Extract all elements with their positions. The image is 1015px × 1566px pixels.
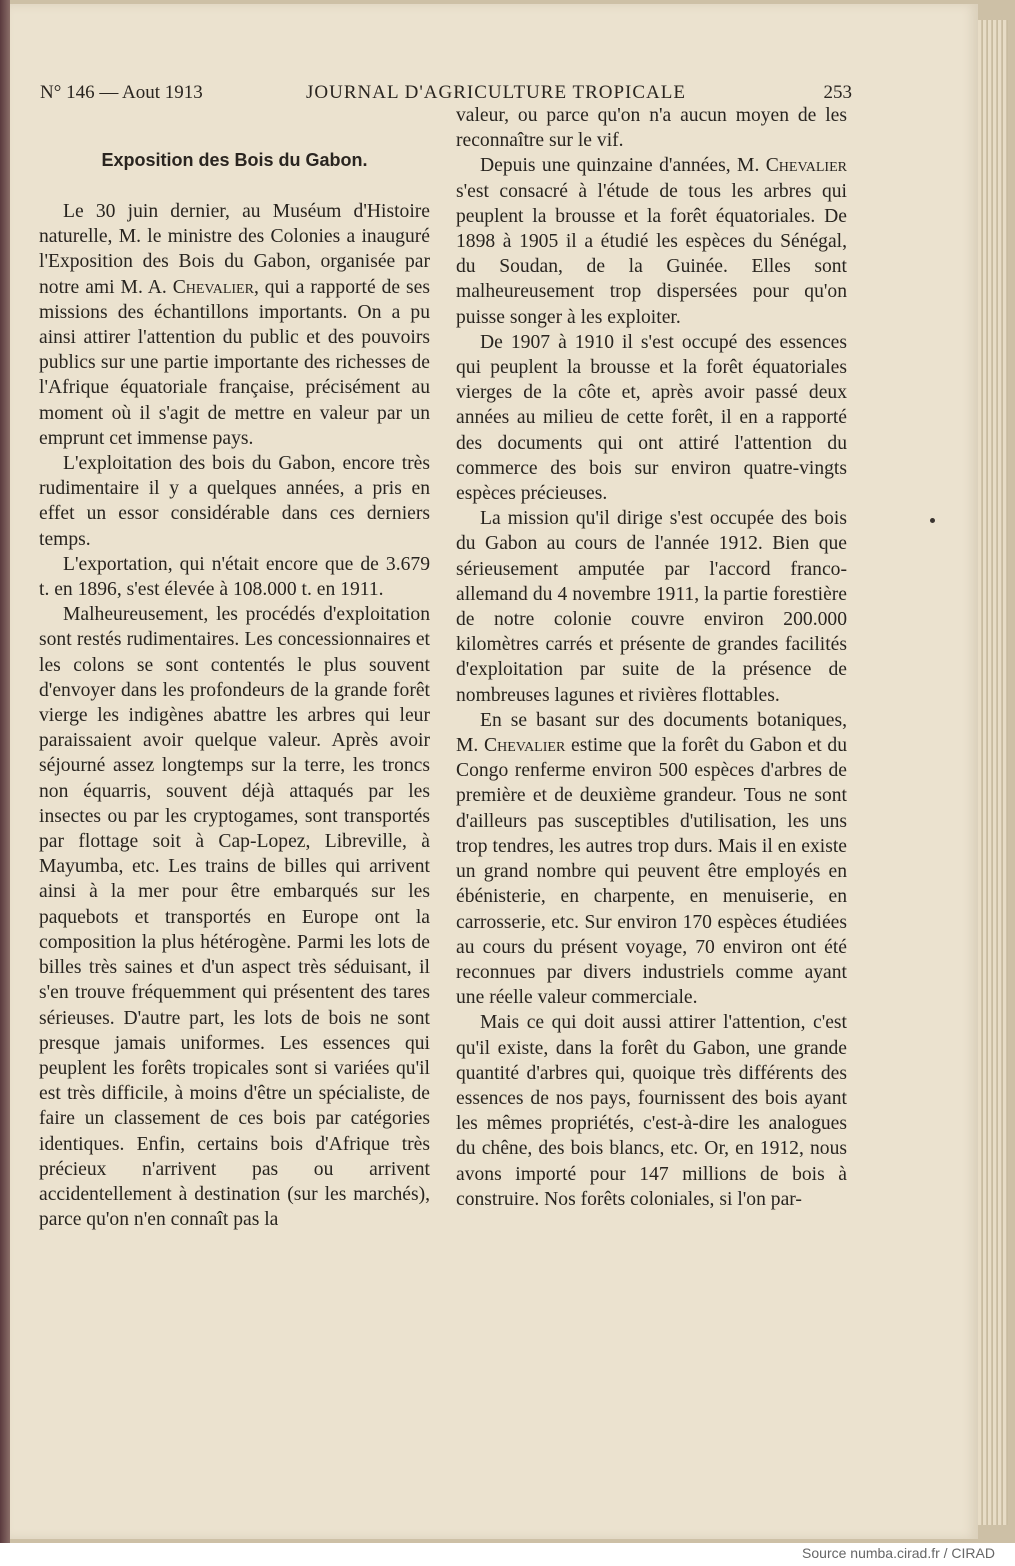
source-credit: Source numba.cirad.fr / CIRAD	[802, 1545, 995, 1561]
paragraph: En se basant sur des documents botaniques, M. Chevalier estime que la forêt du Gabon et du Congo renferme environ 500 espèces d'arbres de première et de deuxième grandeur. Tous ne sont d'ailleurs pas susceptibles d'utilisation, les uns trop tendres, les autres trop durs. Mais il en existe un grand nombre qui peuvent être employés en ébénisterie, en charpente, en menuiserie, en carrosserie, etc. Sur environ 170 espèces étudiées au cours du présent voyage, 70 environ ont été reconnues par divers industriels comme ayant une réelle valeur commerciale.	[456, 709, 847, 1009]
paragraph: Le 30 juin dernier, au Muséum d'Histoire naturelle, M. le ministre des Colonies a inauguré l'Exposition des Bois du Gabon, organisée par notre ami M. A. Chevalier, qui a rapporté de ses missions des échantillons importants. On a pu ainsi attirer l'attention du public et des pouvoirs publics sur une partie importante des richesses de l'Afrique équatoriale française, précisément au moment où il s'agit de mettre en valeur par un emprunt cet immense pays.	[39, 201, 430, 449]
left-column	[39, 199, 430, 1232]
ink-spot	[930, 518, 935, 523]
paragraph: Malheureusement, les procédés d'exploitation sont restés rudimentaires. Les concessionnaires et les colons se sont contentés le plus souvent d'envoyer dans les profondeurs de la grande forêt vierge les indigènes abattre les arbres qui leur paraissaient avoir quelque valeur. Après avoir séjourné assez longtemps sur la terre, les troncs non équarris, souvent déjà attaqués par les insectes ou par les cryptogames, sont transportés par flottage soit à Cap-Lopez, Libreville, à Mayumba, etc. Les trains de billes qui arrivent ainsi à la mer pour être embarqués sur les paquebots et transportés en Europe ont la composition la plus hétérogène. Parmi les lots de billes très saines et d'un aspect très séduisant, il s'en trouve fréquemment qui présentent des tares sérieuses. D'autre part, les lots de bois ne sont presque jamais uniformes. Les essences qui peuplent les forêts tropicales sont si variées qu'il est très difficile, à moins d'être un spécialiste, de faire un classement de ces bois par catégories identiques. Enfin, certains bois d'Afrique très précieux n'arrivent pas ou arrivent accidentellement à destination (sur les marchés), parce qu'on n'en connaît pas la	[39, 604, 430, 1231]
paragraph: De 1907 à 1910 il s'est occupé des essences qui peuplent la brousse et la forêt équatoriales vierges de la côte et, après avoir passé deux années au milieu de cette forêt, il en a rapporté des documents qui ont attiré l'attention du commerce des bois sur environ quatre-vingts espèces précieuses.	[456, 331, 847, 505]
right-column	[456, 103, 847, 1212]
paragraph: L'exportation, qui n'était encore que de 3.679 t. en 1896, s'est élevée à 108.000 t. en 1911.	[39, 553, 430, 601]
paragraph: valeur, ou parce qu'on n'a aucun moyen de les reconnaître sur le vif.	[456, 105, 847, 152]
author-name: Chevalier	[172, 276, 254, 298]
book-binding-edge	[0, 0, 10, 1543]
paragraph: La mission qu'il dirige s'est occupée des bois du Gabon au cours de l'année 1912. Bien que sérieusement amputée par l'accord franco-allemand du 4 novembre 1911, la partie forestière de notre colonie couvre environ 200.000 kilomètres carrés et présente de grandes facilités d'exploitation par suite de la présence de nombreuses lagunes et rivières flottables.	[456, 508, 847, 706]
issue-number: N° 146 — Aout 1913	[40, 82, 203, 103]
page-number: 253	[823, 82, 852, 103]
journal-title: JOURNAL D'AGRICULTURE TROPICALE	[306, 82, 686, 103]
author-name: Chevalier	[765, 155, 847, 177]
article-title: Exposition des Bois du Gabon.	[101, 150, 368, 170]
author-name: Chevalier	[484, 735, 566, 757]
page-stack-edge	[978, 20, 1008, 1525]
paragraph: L'exploitation des bois du Gabon, encore très rudimentaire il y a quelques années, a pris en effet un essor considérable dans ces derniers temps.	[39, 453, 430, 550]
paragraph: Depuis une quinzaine d'années, M. Chevalier s'est consacré à l'étude de tous les arbres qui peuplent la brousse et la forêt équatoriales. De 1898 à 1905 il a étudié les espèces du Sénégal, du Soudan, de la Guinée. Elles sont malheureusement trop dispersées pour qu'on puisse songer à les exploiter.	[456, 155, 847, 328]
paragraph: Mais ce qui doit aussi attirer l'attention, c'est qu'il existe, dans la forêt du Gabon, une grande quantité d'arbres qui, quoique très différents des essences de nos pays, fournissent des bois ayant les mêmes propriétés, c'est-à-dire les analogues du chêne, des bois blancs, etc. Or, en 1912, nous avons importé pour 147 millions de bois à construire. Nos forêts coloniales, si l'on par-	[456, 1012, 847, 1210]
